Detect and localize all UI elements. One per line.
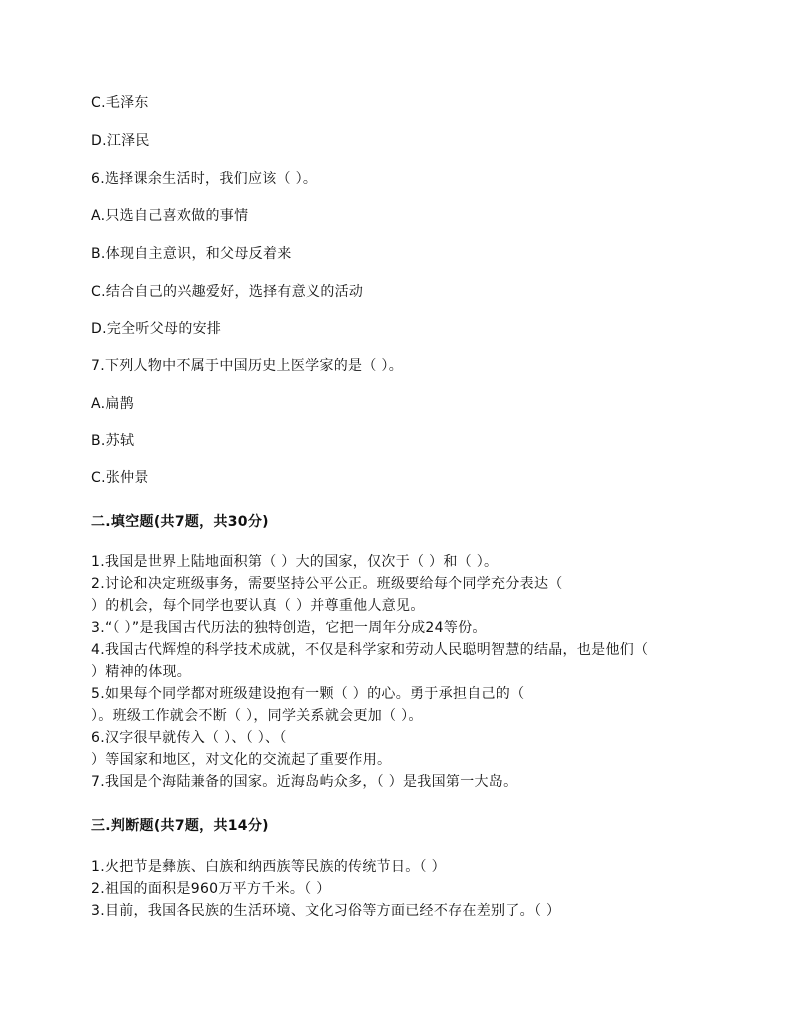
- fill-blank-line: 3.“（ ）”是我国古代历法的独特创造，它把一周年分成24等份。: [91, 620, 487, 636]
- fill-blank-line: 1.我国是世界上陆地面积第（ ）大的国家，仅次于（ ）和（ ）。: [91, 554, 499, 570]
- question-6: 6.选择课余生活时，我们应该（ ）。: [91, 171, 318, 187]
- section-3-heading: 三.判断题(共7题，共14分): [91, 818, 269, 834]
- true-false-line: 2.祖国的面积是960万平方千米。（ ）: [91, 881, 331, 897]
- q6-option-b: B.体现自主意识，和父母反着来: [91, 246, 292, 262]
- question-7: 7.下列人物中不属于中国历史上医学家的是（ ）。: [91, 358, 404, 374]
- fill-blank-line: ）精神的体现。: [91, 664, 192, 680]
- q7-option-a: A.扁鹊: [91, 396, 134, 412]
- section-2-heading: 二.填空题(共7题，共30分): [91, 514, 269, 530]
- true-false-line: 1.火把节是彝族、白族和纳西族等民族的传统节日。（ ）: [91, 859, 446, 875]
- fill-blank-line: ）。班级工作就会不断（ ），同学关系就会更加（ ）。: [91, 708, 423, 724]
- q6-option-a: A.只选自己喜欢做的事情: [91, 208, 249, 224]
- fill-blank-line: 7.我国是个海陆兼备的国家。近海岛屿众多，（ ）是我国第一大岛。: [91, 774, 518, 790]
- q7-option-b: B.苏轼: [91, 433, 135, 449]
- fill-blank-line: 5.如果每个同学都对班级建设抱有一颗（ ）的心。勇于承担自己的（: [91, 686, 525, 702]
- fill-blank-line: ）的机会，每个同学也要认真（ ）并尊重他人意见。: [91, 598, 425, 614]
- q6-option-d: D.完全听父母的安排: [91, 321, 222, 337]
- q7-option-c: C.张仲景: [91, 470, 149, 486]
- fill-blank-line: 4.我国古代辉煌的科学技术成就，不仅是科学家和劳动人民聪明智慧的结晶，也是他们（: [91, 642, 649, 658]
- q6-option-c: C.结合自己的兴趣爱好，选择有意义的活动: [91, 284, 364, 300]
- option-d-line: D.江泽民: [91, 133, 150, 149]
- true-false-line: 3.目前，我国各民族的生活环境、文化习俗等方面已经不存在差别了。（ ）: [91, 903, 561, 919]
- fill-blank-line: ）等国家和地区，对文化的交流起了重要作用。: [91, 752, 392, 768]
- fill-blank-line: 2.讨论和决定班级事务，需要坚持公平公正。班级要给每个同学充分表达（: [91, 576, 563, 592]
- option-c-line: C.毛泽东: [91, 95, 149, 111]
- fill-blank-line: 6.汉字很早就传入（ ）、（ ）、（: [91, 730, 287, 746]
